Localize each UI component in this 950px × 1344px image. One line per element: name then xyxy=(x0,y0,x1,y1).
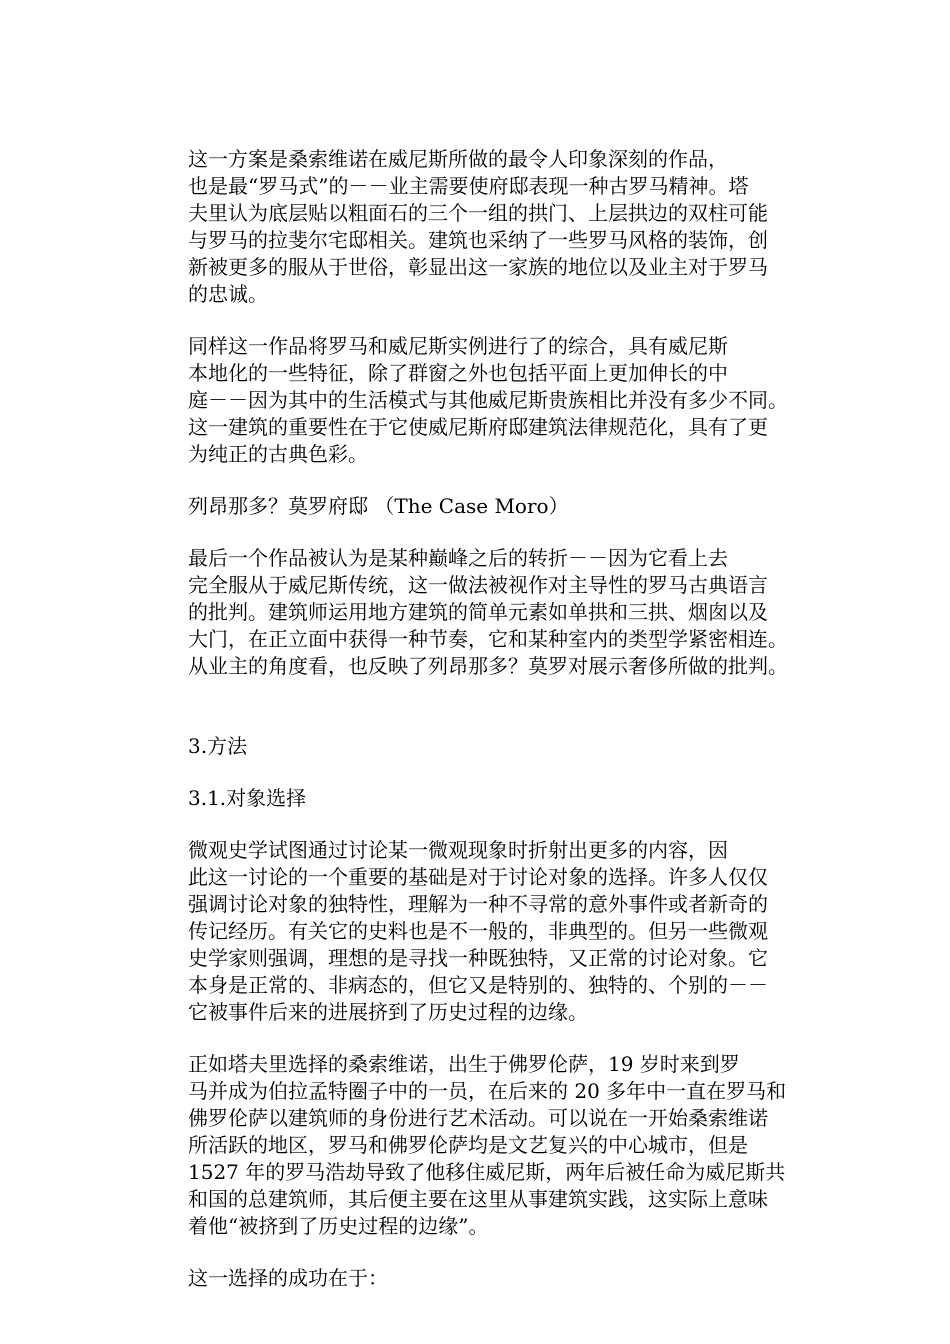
paragraph-case-moro xyxy=(145,545,805,680)
text-line: 它被事件后来的进展挤到了历史过程的边缘。 xyxy=(188,1000,588,1024)
text-line: 马并成为伯拉孟特圈子中的一员，在后来的 20 多年中一直在罗马和 xyxy=(188,1079,787,1103)
text-line: 从业主的角度看，也反映了列昂那多？莫罗对展示奢侈所做的批判。 xyxy=(188,654,788,678)
section-heading-object-selection: 3.1.对象选择 xyxy=(188,786,307,810)
text-line: 与罗马的拉斐尔宅邸相关。建筑也采纳了一些罗马风格的装饰，创 xyxy=(188,228,768,252)
text-line: 为纯正的古典色彩。 xyxy=(188,442,368,466)
text-line: 本地化的一些特征，除了群窗之外也包括平面上更加伸长的中 xyxy=(188,361,728,385)
text-line: 着他“被挤到了历史过程的边缘”。 xyxy=(188,1214,489,1238)
text-line: 庭－－因为其中的生活模式与其他威尼斯贵族相比并没有多少不同。 xyxy=(188,388,788,412)
text-line: 史学家则强调，理想的是寻找一种既独特，又正常的讨论对象。它 xyxy=(188,946,768,970)
paragraph-sansovino-biography xyxy=(145,1051,805,1240)
text-line: 传记经历。有关它的史料也是不一般的，非典型的。但另一些微观 xyxy=(188,919,768,943)
text-line: 1527 年的罗马浩劫导致了他移住威尼斯，两年后被任命为威尼斯共 xyxy=(188,1160,786,1184)
text-line: 同样这一作品将罗马和威尼斯实例进行了的综合，具有威尼斯 xyxy=(188,334,728,358)
text-line: 大门，在正立面中获得一种节奏，它和某种室内的类型学紧密相连。 xyxy=(188,627,788,651)
text-line: 的批判。建筑师运用地方建筑的简单元素如单拱和三拱、烟囱以及 xyxy=(188,600,768,624)
text-line: 所活跃的地区，罗马和佛罗伦萨均是文艺复兴的中心城市，但是 xyxy=(188,1133,748,1157)
text-line: 完全服从于威尼斯传统，这一做法被视作对主导性的罗马古典语言 xyxy=(188,573,768,597)
text-line: 这一方案是桑索维诺在威尼斯所做的最令人印象深刻的作品， xyxy=(188,147,728,171)
text-line: 和国的总建筑师，其后便主要在这里从事建筑实践，这实际上意味 xyxy=(188,1187,768,1211)
text-line: 最后一个作品被认为是某种巅峰之后的转折－－因为它看上去 xyxy=(188,546,728,570)
paragraph-synthesis xyxy=(145,333,805,468)
paragraph-microhistory xyxy=(145,837,805,1026)
text-line: 夫里认为底层贴以粗面石的三个一组的拱门、上层拱边的双柱可能 xyxy=(188,201,768,225)
text-line: 这一建筑的重要性在于它使威尼斯府邸建筑法律规范化，具有了更 xyxy=(188,415,768,439)
paragraph-sansovino-roman-style xyxy=(145,146,805,308)
text-line: 正如塔夫里选择的桑索维诺，出生于佛罗伦萨，19 岁时来到罗 xyxy=(188,1052,740,1076)
text-line: 强调讨论对象的独特性，理解为一种不寻常的意外事件或者新奇的 xyxy=(188,892,768,916)
document-page xyxy=(145,146,805,1317)
section-heading-method: 3.方法 xyxy=(188,734,248,758)
text-line: 的忠诚。 xyxy=(188,282,268,306)
text-line: 也是最“罗马式”的－－业主需要使府邸表现一种古罗马精神。塔 xyxy=(188,174,749,198)
text-line: 微观史学试图通过讨论某一微观现象时折射出更多的内容，因 xyxy=(188,838,728,862)
text-line: 此这一讨论的一个重要的基础是对于讨论对象的选择。许多人仅仅 xyxy=(188,865,768,889)
text-line: 新被更多的服从于世俗，彰显出这一家族的地位以及业主对于罗马 xyxy=(188,255,768,279)
section-heading-case-moro: 列昂那多？莫罗府邸 （The Case Moro） xyxy=(188,494,569,518)
paragraph-success-intro: 这一选择的成功在于： xyxy=(188,1266,388,1290)
text-line: 佛罗伦萨以建筑师的身份进行艺术活动。可以说在一开始桑索维诺 xyxy=(188,1106,768,1130)
text-line: 本身是正常的、非病态的，但它又是特别的、独特的、个别的－－ xyxy=(188,973,768,997)
